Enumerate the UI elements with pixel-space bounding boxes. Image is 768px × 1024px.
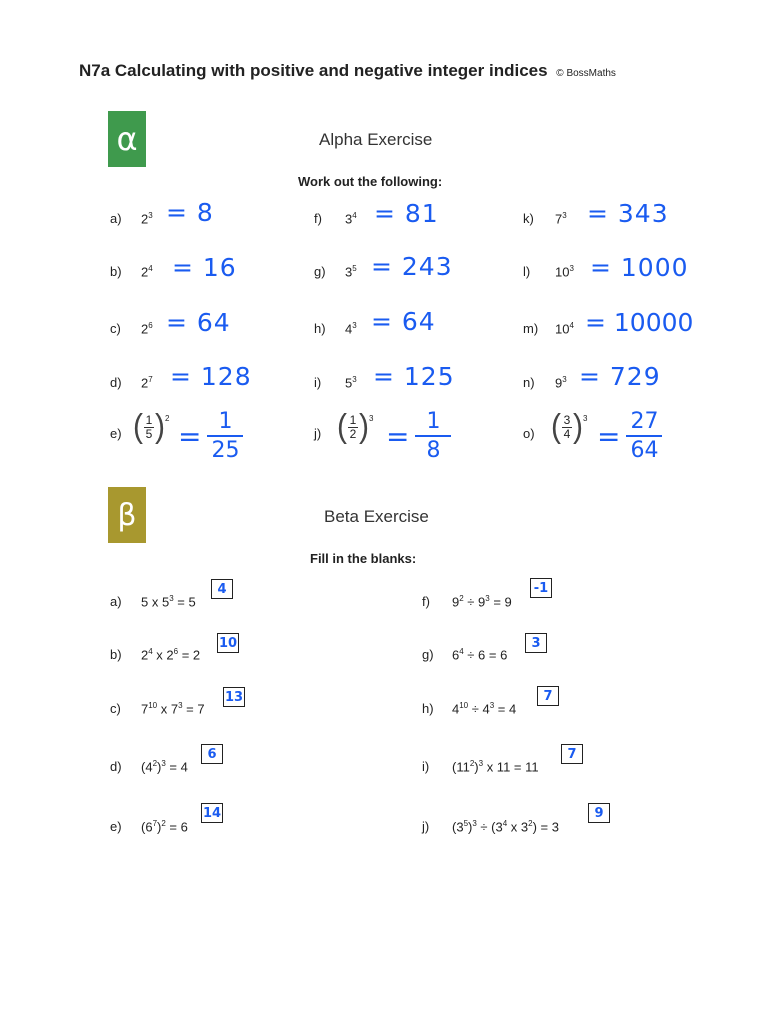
alpha-answer: = 16: [172, 253, 237, 282]
beta-question: $(11^2)^3$ x 11 = 11: [452, 759, 539, 775]
alpha-question: ( 3 4 ) 3: [551, 408, 588, 445]
alpha-question: $4^3$: [345, 321, 357, 337]
alpha-label: n): [523, 375, 535, 390]
alpha-answer: = 10000: [585, 308, 694, 337]
beta-heading: Beta Exercise: [324, 507, 429, 526]
beta-label: d): [110, 759, 122, 774]
beta-label: i): [422, 759, 430, 774]
alpha-question: ( 1 2 ) 3: [337, 408, 374, 445]
beta-answer-box: -1: [530, 578, 552, 598]
beta-answer-box: 4: [211, 579, 233, 599]
alpha-heading: Alpha Exercise: [319, 130, 433, 149]
beta-answer-box: 9: [588, 803, 610, 823]
copyright: © BossMaths: [556, 68, 616, 79]
alpha-label: g): [314, 264, 326, 279]
alpha-label: j): [314, 426, 322, 441]
alpha-answer: = 1000: [590, 253, 689, 282]
beta-label: c): [110, 701, 121, 716]
beta-answer-box: 10: [217, 633, 239, 653]
alpha-question: $2^7$: [141, 375, 153, 391]
beta-label: b): [110, 647, 122, 662]
alpha-answer: = 64: [166, 308, 231, 337]
alpha-answer: = 8: [166, 198, 214, 227]
alpha-label: o): [523, 426, 535, 441]
beta-question: $(3^5)^3 \div (3^4$ x $3^2) = 3$: [452, 819, 559, 835]
alpha-question: ( 1 5 ) 2: [133, 408, 170, 445]
alpha-instruction: Work out the following:: [298, 174, 443, 189]
beta-answer-box: 13: [223, 687, 245, 707]
alpha-label: a): [110, 211, 122, 226]
alpha-label: e): [110, 426, 122, 441]
alpha-label: c): [110, 321, 121, 336]
alpha-answer: = 128: [170, 362, 252, 391]
beta-label: j): [422, 819, 430, 834]
beta-answer-box: 3: [525, 633, 547, 653]
beta-label: h): [422, 701, 434, 716]
alpha-label: l): [523, 264, 531, 279]
beta-answer-box: 6: [201, 744, 223, 764]
alpha-label: i): [314, 375, 322, 390]
beta-question: $2^4$ x $2^6 = 2$: [141, 647, 201, 663]
beta-question: $7^{10}$ x $7^3 = 7$: [141, 701, 205, 717]
beta-question: $(6^7)^2 = 6$: [141, 819, 188, 835]
beta-label: a): [110, 594, 122, 609]
beta-answer-box: 7: [537, 686, 559, 706]
beta-question: $4^{10} \div 4^3 = 4$: [452, 701, 517, 717]
alpha-answer: = 243: [371, 252, 453, 281]
beta-question: 5 x $5^3 = 5$: [141, 594, 196, 610]
beta-label: f): [422, 594, 430, 609]
beta-instruction: Fill in the blanks:: [310, 551, 417, 566]
alpha-answer: = 27 64: [597, 409, 662, 463]
alpha-answer: = 729: [579, 362, 661, 391]
title-text: N7a Calculating with positive and negative integer indices: [79, 61, 548, 80]
beta-question: $9^2 \div 9^3 = 9$: [452, 594, 512, 610]
alpha-label: h): [314, 321, 326, 336]
alpha-answer: = 1 8: [386, 409, 451, 463]
alpha-label: b): [110, 264, 122, 279]
alpha-question: $3^5$: [345, 264, 357, 280]
alpha-question: $5^3$: [345, 375, 357, 391]
alpha-label: m): [523, 321, 539, 336]
alpha-answer: = 125: [373, 362, 455, 391]
alpha-label: d): [110, 375, 122, 390]
alpha-question: $3^4$: [345, 211, 357, 227]
beta-question: $6^4 \div 6 = 6$: [452, 647, 508, 663]
alpha-question: $9^3$: [555, 375, 567, 391]
beta-label: g): [422, 647, 434, 662]
alpha-question: $7^3$: [555, 211, 567, 227]
alpha-answer: = 1 25: [178, 409, 243, 463]
beta-answer-box: 7: [561, 744, 583, 764]
alpha-question: $2^4$: [141, 264, 153, 280]
alpha-question: $10^3$: [555, 264, 574, 280]
alpha-answer: = 64: [371, 307, 436, 336]
beta-question: $(4^2)^3 = 4$: [141, 759, 188, 775]
beta-badge: β: [108, 487, 146, 543]
alpha-question: $2^6$: [141, 321, 153, 337]
page-title: [79, 61, 616, 81]
alpha-answer: = 81: [374, 199, 439, 228]
alpha-badge: α: [108, 111, 146, 167]
alpha-label: k): [523, 211, 534, 226]
beta-answer-box: 14: [201, 803, 223, 823]
beta-label: e): [110, 819, 122, 834]
alpha-label: f): [314, 211, 322, 226]
alpha-question: $2^3$: [141, 211, 153, 227]
alpha-question: $10^4$: [555, 321, 574, 337]
alpha-answer: = 343: [587, 199, 669, 228]
